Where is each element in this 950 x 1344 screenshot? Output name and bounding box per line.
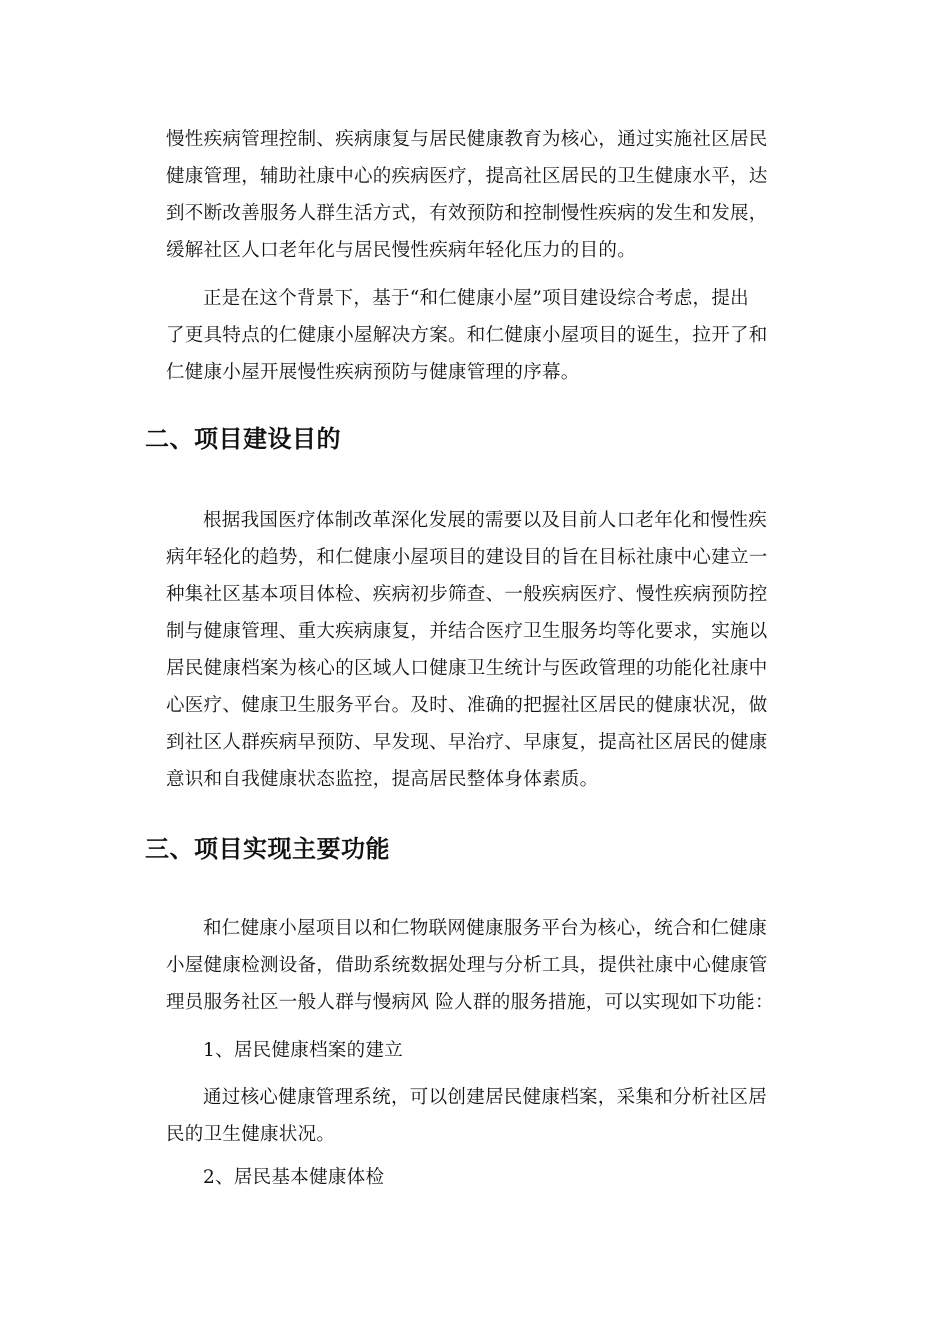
paragraph-line: 居民健康档案为核心的区域人口健康卫生统计与医政管理的功能化社康中 (166, 658, 768, 679)
paragraph-line: 小屋健康检测设备，借助系统数据处理与分析工具，提供社康中心健康管 (166, 955, 768, 976)
paragraph-line: 根据我国医疗体制改革深化发展的需要以及目前人口老年化和慢性疾 (203, 510, 768, 531)
paragraph-line: 民的卫生健康状况。 (166, 1124, 336, 1145)
paragraph-line: 缓解社区人口老年化与居民慢性疾病年轻化压力的目的。 (166, 240, 637, 261)
list-item-title: 1、居民健康档案的建立 (203, 1040, 404, 1061)
paragraph-line: 和仁健康小屋项目以和仁物联网健康服务平台为核心，统合和仁健康 (203, 918, 768, 939)
paragraph-line: 健康管理，辅助社康中心的疾病医疗，提高社区居民的卫生健康水平，达 (166, 166, 768, 187)
paragraph-line: 到社区人群疾病早预防、早发现、早治疗、早康复，提高社区居民的健康 (166, 732, 768, 753)
paragraph-line: 病年轻化的趋势，和仁健康小屋项目的建设目的旨在目标社康中心建立一 (166, 547, 768, 568)
paragraph-line: 仁健康小屋开展慢性疾病预防与健康管理的序幕。 (166, 362, 580, 383)
section-heading: 三、项目实现主要功能 (145, 835, 390, 863)
paragraph-line: 理员服务社区一般人群与慢病风 险人群的服务措施，可以实现如下功能： (166, 992, 774, 1013)
list-item-title: 2、居民基本健康体检 (203, 1167, 385, 1188)
paragraph-line: 制与健康管理、重大疾病康复，并结合医疗卫生服务均等化要求，实施以 (166, 621, 768, 642)
paragraph-line: 正是在这个背景下，基于“和仁健康小屋”项目建设综合考虑，提出 (203, 288, 749, 309)
paragraph-line: 了更具特点的仁健康小屋解决方案。和仁健康小屋项目的诞生，拉开了和 (166, 325, 768, 346)
section-heading: 二、项目建设目的 (145, 425, 341, 453)
paragraph-line: 心医疗、健康卫生服务平台。及时、准确的把握社区居民的健康状况，做 (166, 695, 768, 716)
paragraph-line: 通过核心健康管理系统，可以创建居民健康档案，采集和分析社区居 (203, 1087, 768, 1108)
paragraph-line: 种集社区基本项目体检、疾病初步筛查、一般疾病医疗、慢性疾病预防控 (166, 584, 768, 605)
paragraph-line: 到不断改善服务人群生活方式，有效预防和控制慢性疾病的发生和发展， (166, 203, 768, 224)
paragraph-line: 慢性疾病管理控制、疾病康复与居民健康教育为核心，通过实施社区居民 (166, 129, 768, 150)
paragraph-line: 意识和自我健康状态监控，提高居民整体身体素质。 (166, 769, 599, 790)
